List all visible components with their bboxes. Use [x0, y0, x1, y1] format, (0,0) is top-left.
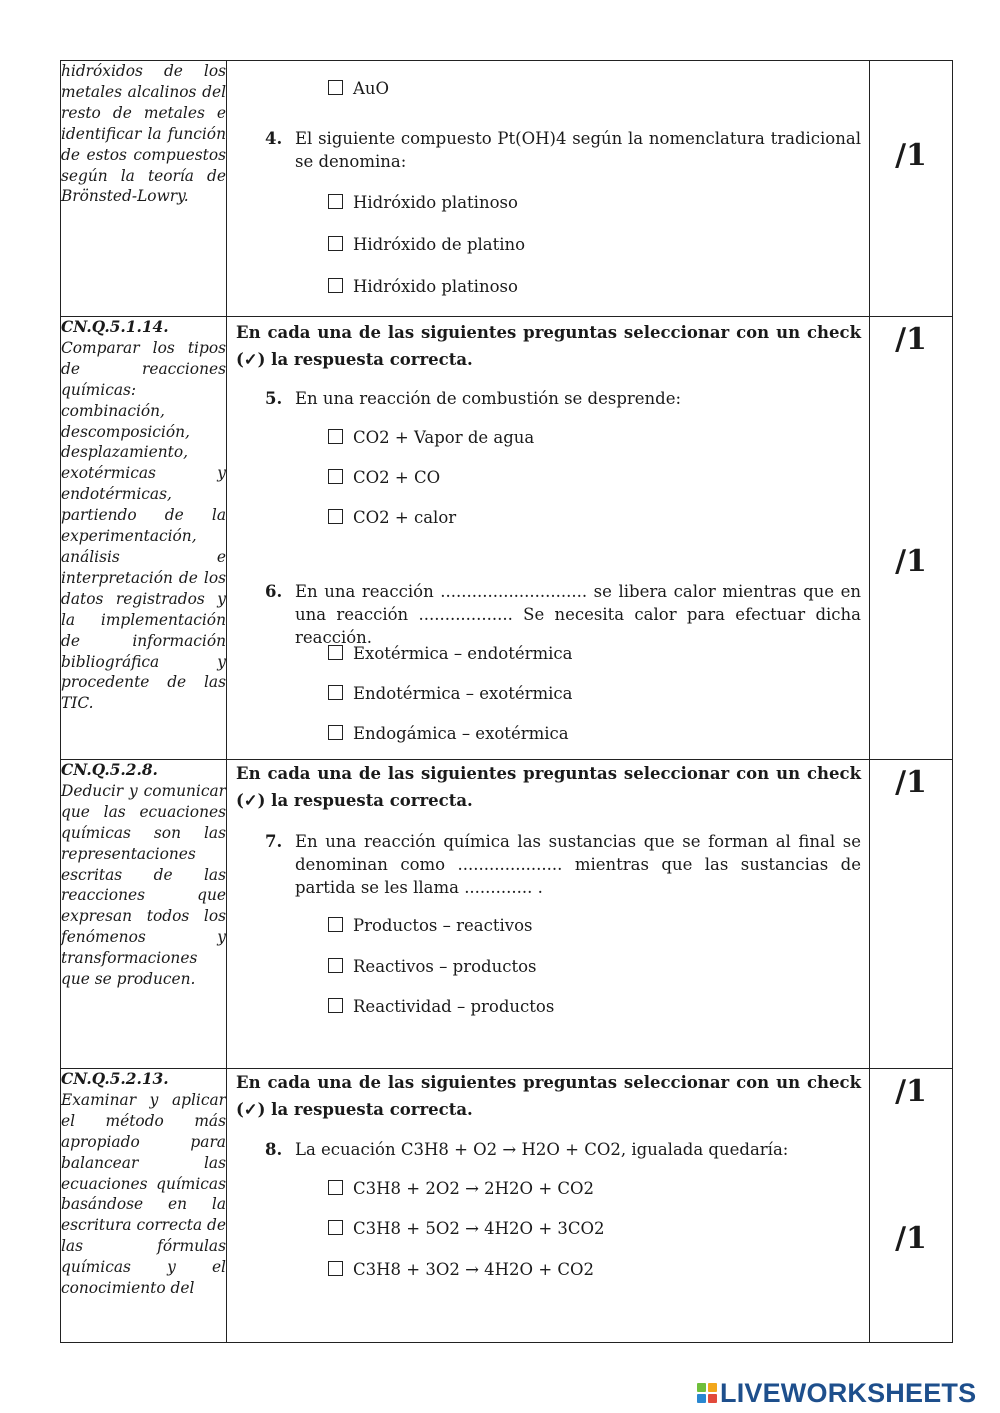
checkbox[interactable] [328, 1261, 343, 1276]
logo-square-orange [708, 1383, 717, 1392]
score-mark: /1 [895, 1074, 927, 1109]
checkbox[interactable] [328, 725, 343, 740]
table-row [61, 760, 953, 1069]
criterion-code: CN.Q.5.1.14. [61, 318, 169, 336]
liveworksheets-logo[interactable] [697, 1378, 976, 1408]
checkbox[interactable] [328, 469, 343, 484]
question-cell [227, 1069, 870, 1343]
answer-option[interactable]: C3H8 + 2O2 → 2H2O + CO2 [328, 1178, 594, 1200]
answer-option[interactable]: Hidróxido de platino [328, 234, 525, 256]
worksheet-table [60, 60, 953, 1343]
score-mark: /1 [895, 322, 927, 357]
criterion-text: Deducir y comunicar que las ecuaciones químicas son las representaciones escritas de las reacciones que expresan todos los fenómenos y transformaciones que se producen. [61, 781, 226, 989]
question: 6. En una reacción ............................ se libera calor mientras que en una reacción .................. Se necesita calor para efectuar dicha reacción. [265, 582, 861, 647]
criterion-cell [61, 317, 227, 760]
criterion-text: hidróxidos de los metales alcalinos del resto de metales e identificar la función de estos compuestos según la teoría de Brönsted-Lowry. [61, 62, 226, 206]
checkbox[interactable] [328, 278, 343, 293]
score-cell [870, 317, 953, 760]
instruction: En cada una de las siguientes preguntas seleccionar con un check (✓) la respuesta correcta. [236, 764, 861, 810]
answer-option[interactable]: CO2 + CO [328, 467, 440, 489]
score-mark: /1 [895, 1221, 927, 1256]
answer-option[interactable]: Reactividad – productos [328, 996, 554, 1018]
criterion-code: CN.Q.5.2.13. [61, 1070, 169, 1088]
answer-option[interactable]: CO2 + calor [328, 507, 456, 529]
criterion-text: Comparar los tipos de reacciones químicas: combinación, descomposición, desplazamiento, exotérmicas y endotérmicas, partiendo de la experimentación, análisis e interpretación de los datos registrados y la implementación de información bibliográfica y procedente de las TIC. [61, 338, 226, 713]
answer-option[interactable]: C3H8 + 3O2 → 4H2O + CO2 [328, 1259, 594, 1281]
checkbox[interactable] [328, 685, 343, 700]
criterion-code: CN.Q.5.2.8. [61, 761, 158, 779]
logo-square-blue [697, 1394, 706, 1403]
score-cell [870, 1069, 953, 1343]
checkbox[interactable] [328, 998, 343, 1013]
checkbox[interactable] [328, 1180, 343, 1195]
table-row [61, 317, 953, 760]
criterion-cell [61, 760, 227, 1069]
score-mark: /1 [895, 544, 927, 579]
checkbox[interactable] [328, 917, 343, 932]
score-cell [870, 61, 953, 317]
instruction: En cada una de las siguientes preguntas seleccionar con un check (✓) la respuesta correcta. [236, 323, 861, 369]
checkbox[interactable] [328, 429, 343, 444]
answer-option[interactable]: Hidróxido platinoso [328, 276, 518, 298]
score-mark: /1 [895, 765, 927, 800]
answer-option[interactable]: Endogámica – exotérmica [328, 723, 569, 745]
answer-option[interactable]: CO2 + Vapor de agua [328, 427, 534, 449]
answer-option[interactable]: Productos – reactivos [328, 915, 533, 937]
table-row [61, 61, 953, 317]
score-cell [870, 760, 953, 1069]
logo-square-green [697, 1383, 706, 1392]
answer-option[interactable]: Reactivos – productos [328, 956, 536, 978]
checkbox[interactable] [328, 509, 343, 524]
checkbox[interactable] [328, 958, 343, 973]
checkbox[interactable] [328, 236, 343, 251]
criterion-text: Examinar y aplicar el método más apropiado para balancear las ecuaciones químicas basándose en la escritura correcta de las fórmulas químicas y el conocimiento del [61, 1090, 226, 1298]
question-cell [227, 317, 870, 760]
checkbox[interactable] [328, 194, 343, 209]
criterion-cell [61, 61, 227, 317]
checkbox[interactable] [328, 645, 343, 660]
answer-option[interactable]: Endotérmica – exotérmica [328, 683, 572, 705]
answer-option[interactable]: AuO [328, 78, 389, 100]
checkbox[interactable] [328, 1220, 343, 1235]
question: 5. En una reacción de combustión se desprende: [265, 389, 682, 408]
answer-option[interactable]: C3H8 + 5O2 → 4H2O + 3CO2 [328, 1218, 605, 1240]
score-mark: /1 [895, 138, 927, 173]
question-cell [227, 760, 870, 1069]
question: 8. La ecuación C3H8 + O2 → H2O + CO2, igualada quedaría: [265, 1140, 789, 1159]
logo-icon [697, 1383, 717, 1403]
criterion-cell [61, 1069, 227, 1343]
answer-option[interactable]: Exotérmica – endotérmica [328, 643, 572, 665]
instruction: En cada una de las siguientes preguntas seleccionar con un check (✓) la respuesta correcta. [236, 1073, 861, 1119]
table-row [61, 1069, 953, 1343]
question: 4. El siguiente compuesto Pt(OH)4 según la nomenclatura tradicional se denomina: [265, 129, 861, 171]
question-cell [227, 61, 870, 317]
answer-option[interactable]: Hidróxido platinoso [328, 192, 518, 214]
logo-text: LIVEWORKSHEETS [720, 1377, 977, 1408]
logo-square-red [708, 1394, 717, 1403]
checkbox[interactable] [328, 80, 343, 95]
question: 7. En una reacción química las sustancias que se forman al final se denominan como .................... mientras que las sustancias de partida se les llama ............. . [265, 832, 861, 897]
